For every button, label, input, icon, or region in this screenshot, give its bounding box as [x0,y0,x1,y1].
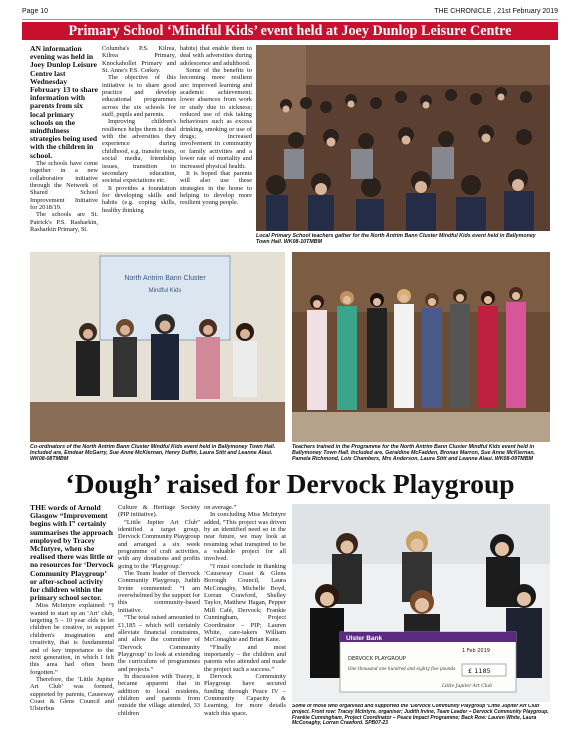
story1-lead: AN information evening was held in Joey Dunlop Leisure Centre last Wednesday February 13 to share information with parents from six local primary schools on the mindfulness strategies being used with the children in school. [30,45,98,160]
story2-paragraph: Miss McIntyre explained: “I wanted to start up an ‘Art’ club, targeting 5 – 10 year olds to let children be creative, to support children's imagination and creativity, that is fundamental and of key importance to the next generation, in which I felt this area had often been forgotten.” [30,602,114,676]
story2-paragraph: Culture & Heritage Society (PIP initiative). [118,504,200,519]
story1-paragraph: Some of the benefits to becoming more resilient are: improved learning and academic achievement; lower absences from work or study due to sickness; reduced use of risk taking behaviours such as excess drinking, smoking or use of drugs; increased involvement in community or family activities and a lower rate of mortality and increased physical health. [180,67,252,170]
story1-paragraph: Improving children's resilience helps them to deal with the adversities they experience during childhood, e.g. transfer tests, social media, friendship issues, transition to secondary education, societal expectations etc. [102,118,176,185]
photo-teachers [292,252,550,442]
page-header [22,6,558,20]
photo-coordinators [30,252,285,442]
story2-paragraph: In discussion with Tracey, it became apparent that in addition to local residents, children and parents from outside the village attended, 33 children [118,672,200,717]
photo-cheque-caption: Some of those who organised and supported the ‘Dervock Community Playgroup’‘Little Jupiter Art Club’ project. Front row: Tracey McIntyre, organiser; Judith Irvine, Team Leader – Dervock Community Playgroup, Frankie Cunningham, Project Coordinator – Peace Impact Programme; Back Row: Lauren White, Laura McConaghy, Lorran Crawford. SPB07-23 [292,704,549,727]
story2-paragraph: In concluding Miss McIntyre added, “This project was driven by an identified need so in the near future, we may look at resuming what transpired to be a valuable project for all involved. [204,511,286,563]
photo-cheque-presentation [292,504,550,702]
story2-paragraph: “Little Jupiter Art Club” identified a target group, Dervock Community Playgroup and arranged a six week programme of craft activities, with any donations and profits going to the ‘Playgroup.’ [118,518,200,570]
story2-paragraph: “The total raised amounted to £1,185 – which will certainly alleviate financial constraints, and allow the committee of ‘Dervock Community Playgroup’ to look at extending the curriculum of programmes and projects.” [118,614,200,673]
publication-date: THE CHRONICLE , 21st February 2019 [434,8,558,15]
cheque-signature: Little Jupiter Art Club [442,684,492,689]
story1-paragraph: The schools have come together in a new collaborative initiative through the Network of Shared School Improvement Initiative for 2018/19. [30,159,98,211]
story2-headline: ‘Dough’ raised for Dervock Playgroup [65,468,515,499]
story2-column-3 [204,504,286,732]
page-number: Page 10 [22,8,49,15]
story2-column-2 [118,504,200,732]
story2-paragraph: Therefore, the ‘Little Jupiter Art Club’ was formed, supported by parents, Causeway Coast & Glens Council and Ulsterbus [30,675,114,713]
story2-column-1 [30,504,114,732]
cheque-date: 1 Feb 2019 [462,648,490,654]
story1-column-3 [180,45,252,250]
photo-audience [256,45,550,231]
sign-text-line2: Mindful Kids [148,288,182,294]
photo-audience-caption: Local Primary School teachers gather for the North Antrim Bann Cluster Mindful Kids event held in Ballymoney Town Hall. WK08-10TMBM [256,233,536,246]
story1-paragraph: The objective of this initiative is to share good practice and develop educational programmes across the six schools for staff, pupils and parents. [102,74,176,119]
story2-paragraph: “Finally and most importantly – the children and parents who attended and made the project such a success.” [204,643,286,673]
story1-paragraph: habits) that enable them to deal with adversities during adolescence and adulthood. [180,45,252,67]
story1-headline: Primary School ‘Mindful Kids’ event held at Joey Dunlop Leisure Centre [22,22,558,40]
story2-lead: THE words of Arnold Glasgow “Improvement begins with I” certainly summarises the approach employed by Tracey McIntyre, when she realised there was little or no resources for ‘Dervock Community Playgroup’ or after-school activity for children within the primary school sector. [30,504,114,603]
photo-coordinators-caption: Co-ordinators of the North Antrim Bann Cluster Mindful Kids event held in Ballymoney Town Hall. Included are, Emdear McGarry, Sue Anne McKiernan, Henry Duffin, Laura Stitt and Leanne Alaui. WK08-08TMBM [30,444,276,463]
story1-paragraph: The schools are St. Patrick's P.S. Rasharkin, Rasharkin Primary, St. [30,211,98,233]
story2-paragraph: “I must conclude in thanking ‘Causeway Coast & Glens Borough Council, Laura McConaghy, Michelle Boyd, Lorran Crawford, Shelley Taylor, Matthew Hagan, Pepper Mill Café, Dervock; Frankie Cunningham, Project Coordinator – PIP; Lauren White, care-takers William McConaghie and Brian Kane. [204,562,286,644]
story1-paragraph: It provides a foundation for developing skills and habits (e.g. coping skills, healthy thinking [102,184,176,214]
story2-paragraph: The Team leader of Dervock Community Playgroup, Judith Irvine commented: “I am overwhelmed by the support for this community-based initiative. [118,570,200,614]
photo-teachers-caption: Teachers trained in the Programme for the North Antrim Bann Cluster Mindful Kids event held in Ballymoney Town Hall. Included are, Geraldine McFadden, Bronas Marron, Sue Anne McKiernan, Pamela Richmond, Lois Chambers, Mrs Anderson, Laura Stitt and Leanne Alaui. WK08-09TMBM [292,444,536,463]
story2-paragraph: Dervock Community Playgroup have secured funding through Peace IV – Community Capacity & Learning, for more details watch this space. [204,672,286,717]
story1-column-1 [30,45,98,250]
story1-paragraph: It is hoped that parents will also use these strategies in the home to helping to develop more resilient young people. [180,169,252,207]
story1-column-2 [102,45,176,250]
story1-paragraph: Columba's P.S. Kilrea, Kilrea Primary, Knockahollet Primary and St. Anne's P.S. Corkey. [102,45,176,75]
cheque-amount-words: One thousand one hundred and eighty five pounds [348,666,456,671]
cheque-payee: DERVOCK PLAYGROUP [348,656,406,662]
story2-paragraph: on average.” [204,504,237,511]
sign-text-line1: North Antrim Bann Cluster [124,275,206,282]
cheque-bank-name: Ulster Bank [346,635,383,642]
cheque-amount: £ 1185 [468,667,491,675]
